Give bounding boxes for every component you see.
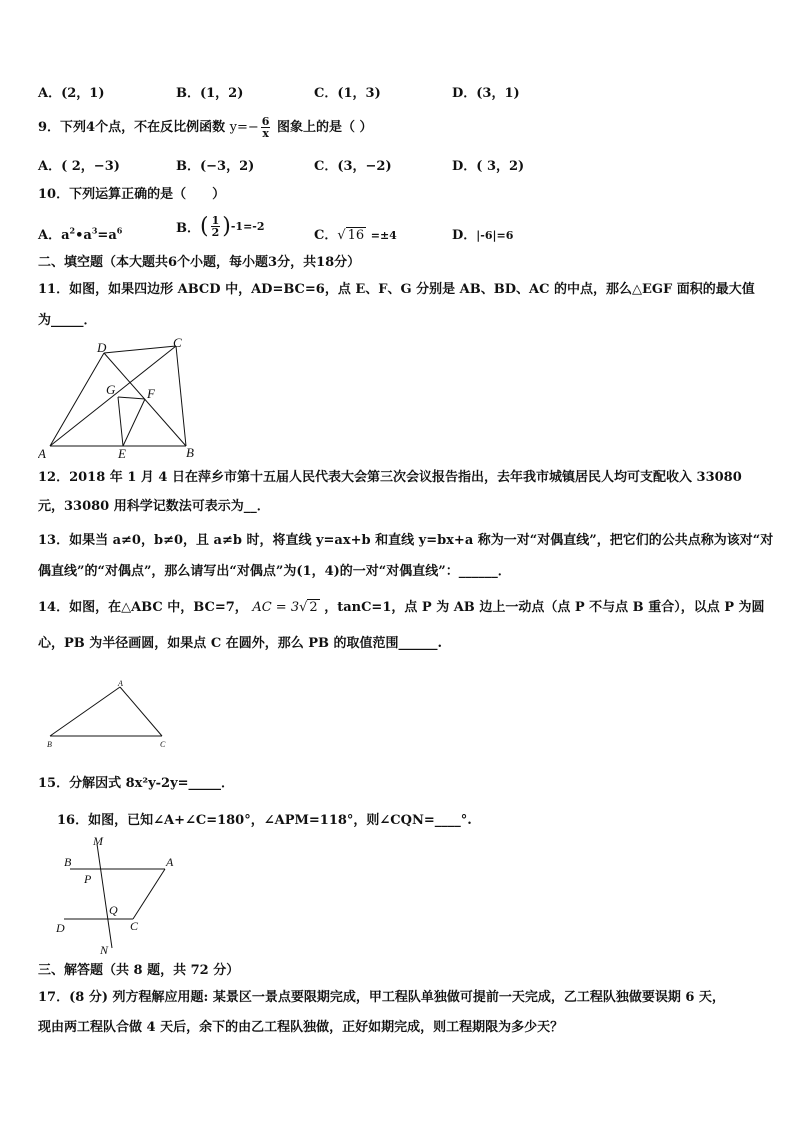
q16-label-m: M: [93, 834, 103, 848]
q13-line2: 偶直线”的“对偶点”，那么请写出“对偶点”为(1，4)的一对“对偶直线”：______．: [38, 564, 511, 579]
q14-figure: [40, 676, 180, 752]
q10-a-base3: =a: [97, 228, 117, 243]
q9-option-b: B．(−3，2): [176, 159, 255, 174]
q12-line1: 12．2018 年 1 月 4 日在萍乡市第十五届人民代表大会第三次会议报告指出，去年我市城镇居民人均可支配收入 33080: [38, 470, 742, 485]
q9-stem: [38, 116, 372, 139]
q11-label-e: E: [118, 446, 126, 461]
q10-option-d: [452, 224, 513, 243]
q14-label-c: C: [160, 740, 166, 749]
q10-option-a: [38, 224, 122, 243]
q11-label-a: A: [38, 446, 46, 461]
q9-option-c: C．(3，−2): [314, 159, 392, 174]
q11-line2: 为_____．: [38, 313, 97, 328]
q10-b-fraction: [211, 215, 221, 238]
q16-label-d: D: [56, 921, 65, 935]
q11-edge-dc: [104, 346, 176, 353]
q10-a-exp2: 3: [91, 225, 98, 236]
q11-line1: 11．如图，如果四边形 ABCD 中，AD=BC=6，点 E、F、G 分别是 AB、BD、AC 的中点，那么△EGF 面积的最大值: [38, 282, 755, 297]
q11-figure: [38, 336, 208, 462]
q14-label-a: A: [118, 679, 123, 688]
q16-text: 16．如图，已知∠A+∠C=180°，∠APM=118°，则∠CQN=____°.: [57, 813, 472, 828]
q10-a-exp3: 6: [116, 225, 123, 236]
q16-label-q: Q: [109, 903, 118, 917]
q10-a-base2: •a: [75, 228, 92, 243]
q14-line1: 14．如图，在△ABC 中，BC=7， AC = 3√ 2 ，tanC=1，点 P 为 AB 边上一动点（点 P 不与点 B 重合），以点 P 为圆: [38, 600, 765, 615]
q15: 15．分解因式 8x²y-2y=_____．: [38, 776, 235, 791]
q9-prefix: 9．下列4个点，不在反比例函数: [38, 120, 226, 135]
q16-segment-ac: [133, 869, 165, 919]
q10-option-c: C．√ 16 =±4: [314, 228, 397, 243]
q8-option-c: C．(1，3): [314, 86, 381, 101]
q9-func-num: 6: [261, 115, 270, 128]
q11-edge-cb: [176, 346, 186, 446]
q10-option-b: B．( $\frac{1}{2}$ )-1=-2: [176, 214, 265, 239]
q16-label-a: A: [166, 855, 174, 869]
q16-label-p: P: [84, 872, 92, 886]
q14-line2: 心，PB 为半径画圆，如果点 C 在圆外，那么 PB 的取值范围______.: [38, 636, 443, 651]
q10-c-tail: =±4: [370, 229, 397, 242]
q11-label-g: G: [106, 382, 116, 397]
q13-line1: 13．如果当 a≠0，b≠0，且 a≠b 时，将直线 y=ax+b 和直线 y=bx+a 称为一对“对偶直线”，把它们的公共点称为该对“对: [38, 533, 774, 548]
q10-b-label: B．: [176, 221, 200, 236]
q10-a-exp1: 2: [69, 225, 76, 236]
q9-func-den: x: [262, 127, 269, 140]
q9-suffix: 图象上的是（ ）: [276, 120, 373, 135]
q10-a-label: A．: [38, 228, 62, 243]
q11-label-d: D: [97, 340, 107, 355]
q17-line1: 17．(8 分) 列方程解应用题: 某景区一景点要限期完成，甲工程队单独做可提前一天完成，乙工程队独做要误期 6 天，: [38, 990, 725, 1005]
q16-label-c: C: [130, 919, 139, 933]
q10-b-tail: -1=-2: [230, 220, 265, 233]
q10-stem: 10．下列运算正确的是（ ）: [38, 187, 226, 202]
q10-c-label: C．: [314, 228, 338, 243]
q9-fraction: [261, 116, 271, 139]
q16-line-mn: [97, 844, 112, 948]
q11-segment-ef: [123, 399, 145, 446]
q14-ac-root: 2: [309, 600, 318, 615]
q12-line2: 元，33080 用科学记数法可表示为__．: [38, 499, 270, 514]
q14-line1-b: ，tanC=1，点 P 为 AB 边上一动点（点 P 不与点 B 重合），以点 P 为圆: [324, 600, 765, 615]
q10-b-den: 2: [211, 226, 220, 239]
q17-line2: 现由两工程队合做 4 天后，余下的由乙工程队独做，正好如期完成，则工程期限为多少天？: [38, 1020, 564, 1035]
q10-d-expr: |-6|=6: [476, 229, 514, 242]
q9-option-d: D．( 3，2): [452, 159, 525, 174]
q14-edge-ba: [50, 687, 120, 736]
q10-a-base1: a: [61, 228, 70, 243]
q8-option-b: B．(1，2): [176, 86, 244, 101]
q10-d-label: D．: [452, 228, 477, 243]
q9-option-a: A．( 2，−3): [38, 159, 120, 174]
q8-option-a: A．(2，1): [38, 86, 105, 101]
q14-label-b: B: [47, 740, 52, 749]
q11-label-c: C: [173, 336, 182, 350]
section3-heading: 三、解答题（共 8 题，共 72 分）: [38, 963, 240, 978]
q14-edge-ac: [120, 687, 162, 736]
q16-label-b: B: [64, 855, 72, 869]
q11-segment-gf: [118, 397, 145, 399]
q10-c-root: 16: [347, 228, 365, 243]
q16-label-n: N: [100, 943, 109, 957]
q14-ac: AC = 3: [252, 600, 300, 615]
q8-option-d: D．(3，1): [452, 86, 520, 101]
q11-label-f: F: [147, 386, 155, 401]
q16-figure: [52, 832, 192, 958]
section2-heading: 二、填空题（本大题共6个小题，每小题3分，共18分）: [38, 255, 361, 270]
q10-b-num: 1: [211, 214, 220, 227]
q11-label-b: B: [186, 445, 194, 460]
q11-segment-ge: [118, 397, 123, 446]
q9-func-y: y=−: [229, 120, 259, 135]
q11-edge-ad: [50, 353, 104, 446]
q14-line1-a: 14．如图，在△ABC 中，BC=7，: [38, 600, 248, 615]
